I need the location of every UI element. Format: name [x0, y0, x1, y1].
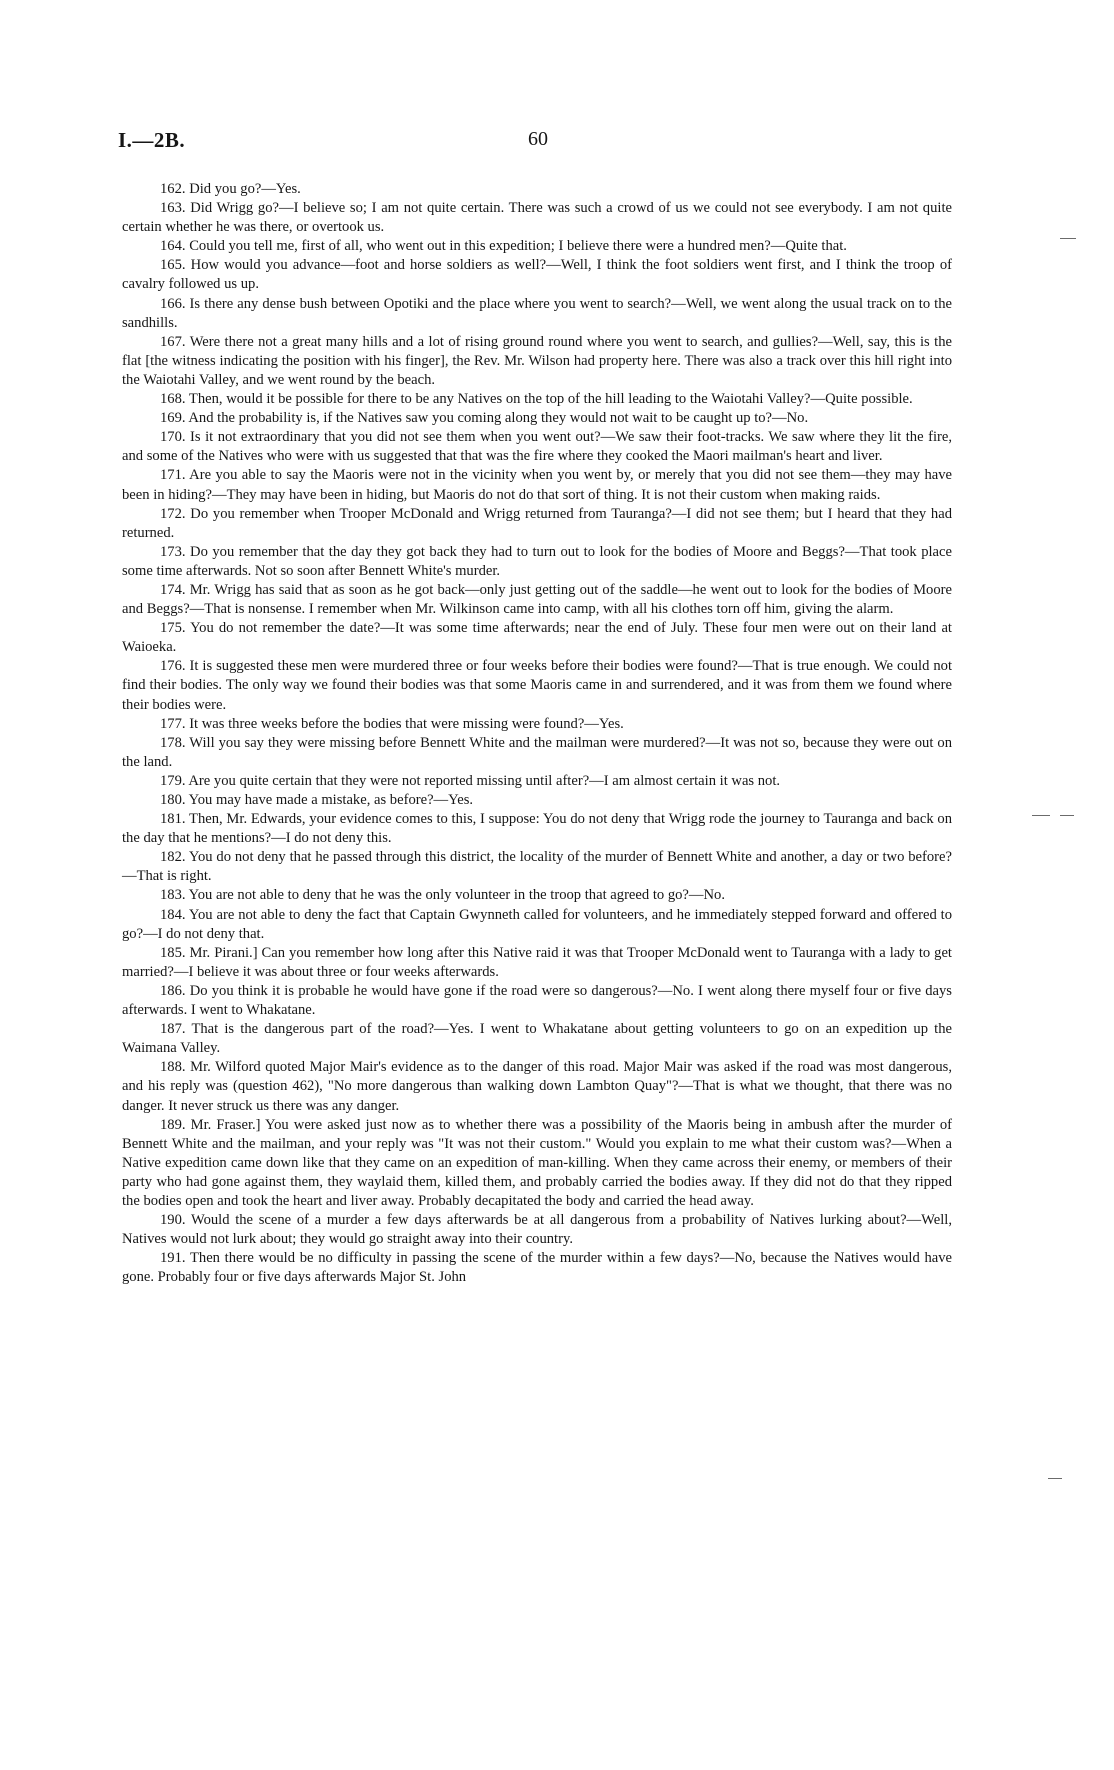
- question-answer-paragraph: 179. Are you quite certain that they were not reported missing until after?—I am almost certain it was not.: [160, 772, 781, 789]
- question-answer-paragraph: 168. Then, would it be possible for there to be any Natives on the top of the hill leading to the Waiotahi Valley?—Quite possible.: [160, 391, 913, 408]
- question-answer-paragraph: 186. Do you think it is probable he would have gone if the road were so dangerous?—No. I went along there myself four or five days afterwards. I went to Whakatane.: [122, 982, 952, 1019]
- margin-mark: [1048, 1478, 1062, 1479]
- question-answer-paragraph: 172. Do you remember when Trooper McDonald and Wrigg returned from Tauranga?—I did not see them; but I heard that they had returned.: [122, 505, 952, 541]
- question-answer-paragraph: 164. Could you tell me, first of all, who went out in this expedition; I believe there were a hundred men?—Quite that.: [160, 238, 847, 255]
- question-answer-paragraph: 180. You may have made a mistake, as before?—Yes.: [160, 792, 474, 808]
- question-answer-paragraph: 178. Will you say they were missing before Bennett White and the mailman were murdered?—It was not so, because they were out on the land.: [122, 734, 952, 770]
- question-answer-paragraph: 171. Are you able to say the Maoris were not in the vicinity when you went by, or merely that you did not see them—they may have been in hiding?—They may have been in hiding, but Maoris do not do that sort of thing. It is not their custom when making raids.: [122, 467, 952, 503]
- page-header: [118, 128, 996, 152]
- question-answer-paragraph: 183. You are not able to deny that he was the only volunteer in the troop that agreed to go?—No.: [160, 887, 725, 904]
- question-answer-paragraph: 169. And the probability is, if the Natives saw you coming along they would not wait to be caught up to?—No.: [160, 410, 809, 427]
- question-answer-paragraph: 174. Mr. Wrigg has said that as soon as he got back—only just getting out of the saddle—he went out to look for the bodies of Moore and Beggs?—That is nonsense. I remember when Mr. Wilkinson came into camp, with all his clothes torn off him, giving the alarm.: [122, 581, 952, 618]
- question-answer-paragraph: 181. Then, Mr. Edwards, your evidence comes to this, I suppose: You do not deny that Wrigg rode the journey to Tauranga and back on the day that he mentions?—I do not deny this.: [122, 811, 952, 847]
- question-answer-paragraph: 167. Were there not a great many hills and a lot of rising ground round where you went to search, and gullies?—Well, say, this is the flat [the witness indicating the position with his finger], the Rev. Mr. Wilson had property here. There was also a track over this hill right into the Waiotahi Valley, and we went round by the beach.: [122, 333, 952, 388]
- question-answer-paragraph: 182. You do not deny that he passed through this district, the locality of the murder of Bennett White and another, a day or two before?—That is right.: [122, 849, 952, 885]
- question-answer-paragraph: 170. Is it not extraordinary that you did not see them when you went out?—We saw their foot-tracks. We saw where they lit the fire, and some of the Natives who were with us suggested that that was the fire where they cooked the Maori mailman's heart and liver.: [122, 429, 952, 465]
- question-answer-paragraph: 175. You do not remember the date?—It was some time afterwards; near the end of July. These four men were out on their land at Waioeka.: [122, 620, 952, 656]
- question-answer-paragraph: 162. Did you go?—Yes.: [160, 181, 301, 197]
- question-answer-paragraph: 190. Would the scene of a murder a few days afterwards be at all dangerous from a probability of Natives lurking about?—Well, Natives would not lurk about; they would go straight away into their country.: [122, 1212, 952, 1248]
- question-answer-paragraph: 185. Mr. Pirani.] Can you remember how long after this Native raid it was that Trooper McDonald went to Tauranga with a lady to get married?—I believe it was about three or four weeks afterwards.: [122, 944, 952, 980]
- margin-mark: [1032, 815, 1050, 816]
- question-answer-paragraph: 189. Mr. Fraser.] You were asked just now as to whether there was a possibility of the Maoris being in ambush after the murder of Bennett White and the mailman, and your reply was "It was not their custom." Would you explain to me what their custom was?—When a Native expedition came down like that they came on an expedition of man-killing. When they came across their enemy, or members of their party who had gone against them, they waylaid them, killed them, and probably carried the bodies away. If they did not do that they ripped the bodies open and took the heart and liver away. Probably decapitated the body and carried the head away.: [122, 1116, 952, 1209]
- question-answer-paragraph: 176. It is suggested these men were murdered three or four weeks before their bodies were found?—That is true enough. We could not find their bodies. The only way we found their bodies was that some Maoris came in and surrendered, and it was from them we found where their bodies were.: [122, 658, 952, 713]
- page-number: 60: [528, 128, 548, 150]
- question-answer-paragraph: 184. You are not able to deny the fact that Captain Gwynneth called for volunteers, and he immediately stepped forward and offered to go?—I do not deny that.: [122, 906, 952, 942]
- margin-mark: [1060, 238, 1076, 239]
- question-answer-paragraph: 165. How would you advance—foot and horse soldiers as well?—Well, I think the foot soldiers went first, and I think the troop of cavalry followed us up.: [122, 257, 952, 293]
- question-answer-paragraph: 187. That is the dangerous part of the road?—Yes. I went to Whakatane about getting volunteers to go on an expedition up the Waimana Valley.: [122, 1021, 952, 1057]
- margin-mark: [1060, 815, 1074, 816]
- question-answer-paragraph: 188. Mr. Wilford quoted Major Mair's evidence as to the danger of this road. Major Mair was asked if the road was most dangerous, and his reply was (question 462), "No more dangerous than walking down Lambton Quay"?—That is what we thought, that there was no danger. It never struck us there was any danger.: [122, 1059, 952, 1114]
- question-answer-paragraph: 166. Is there any dense bush between Opotiki and the place where you went to search?—Well, we went along the usual track on to the sandhills.: [122, 295, 952, 331]
- question-answer-paragraph: 177. It was three weeks before the bodies that were missing were found?—Yes.: [160, 715, 624, 732]
- question-answer-paragraph: 191. Then there would be no difficulty in passing the scene of the murder within a few days?—No, because the Natives would have gone. Probably four or five days afterwards Major St. John: [122, 1250, 952, 1286]
- evidence-text: [122, 180, 952, 1287]
- question-answer-paragraph: 163. Did Wrigg go?—I believe so; I am not quite certain. There was such a crowd of us we could not see everybody. I am not quite certain whether he was there, or overtook us.: [122, 200, 952, 236]
- paper-reference: I.—2B.: [118, 128, 186, 152]
- question-answer-paragraph: 173. Do you remember that the day they got back they had to turn out to look for the bodies of Moore and Beggs?—That took place some time afterwards. Not so soon after Bennett White's murder.: [122, 543, 952, 579]
